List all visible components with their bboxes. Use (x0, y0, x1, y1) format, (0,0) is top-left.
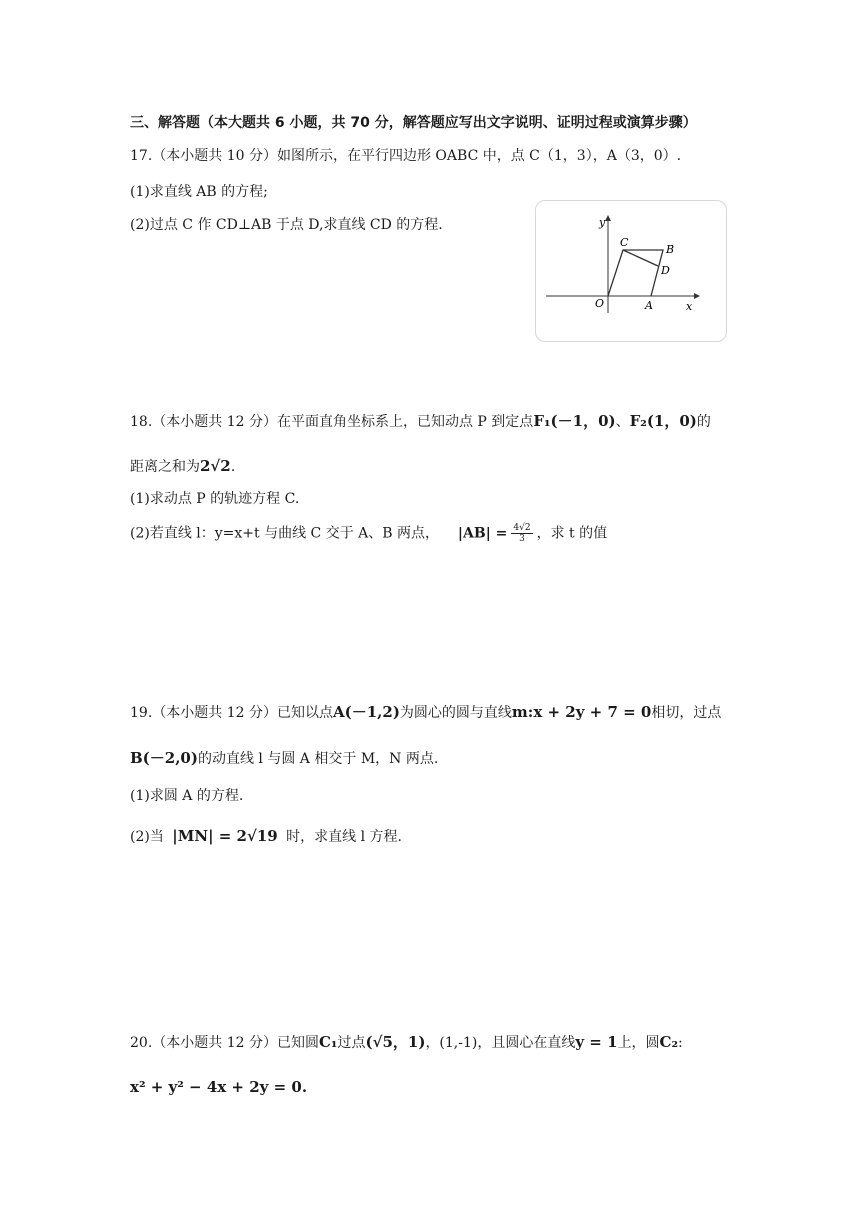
q20-point: (√5，1) (365, 1033, 426, 1051)
q18-line2-text-b: . (230, 459, 236, 475)
label-A: A (645, 299, 653, 312)
label-D: D (661, 264, 670, 277)
q20-stem-text-c: ，(1,-1)，且圆心在直线 (425, 1035, 576, 1051)
q18-part2-text-b: ，求 t 的值 (536, 525, 608, 542)
q20-stem-text-d: 上，圆 (617, 1035, 660, 1051)
q20-stem-text-b: 过点 (337, 1035, 366, 1051)
q20-stem (130, 1032, 683, 1053)
q19-line2 (130, 748, 438, 769)
q18-f2: F₂(1，0) (629, 412, 697, 430)
q20-equation: x² + y² − 4x + 2y = 0. (130, 1078, 308, 1096)
parallelogram-diagram (536, 201, 726, 341)
fraction-denominator: 3 (519, 534, 525, 544)
q19-part2-math: |MN| = 2√19 (172, 827, 278, 845)
q18-f1: F₁(－1，0) (533, 412, 616, 430)
label-C: C (620, 236, 629, 249)
q19-point-B: B(－2,0) (130, 749, 198, 767)
q19-part1: (1)求圆 A 的方程. (130, 788, 244, 804)
q17-part2: (2)过点 C 作 CD⊥AB 于点 D,求直线 CD 的方程. (130, 217, 443, 233)
q18-sep: 、 (615, 414, 630, 430)
q20-line2 (130, 1077, 307, 1098)
q19-line2-text: 的动直线 l 与圆 A 相交于 M，N 两点. (197, 751, 439, 767)
q19-part2 (130, 826, 402, 847)
q19-part2-text-b: 时，求直线 l 方程. (286, 829, 402, 845)
section-header: 三、解答题（本大题共 6 小题，共 70 分，解答题应写出文字说明、证明过程或演算步骤） (130, 115, 697, 131)
q19-stem-text-a: 19.（本小题共 12 分）已知以点 (130, 705, 333, 721)
label-O: O (595, 297, 605, 310)
q17-part1: (1)求直线 AB 的方程; (130, 184, 268, 200)
label-B: B (666, 243, 675, 256)
q19-stem (130, 702, 721, 723)
q19-stem-text-c: 相切，过点 (651, 705, 722, 721)
q19-stem-text-b: 为圆心的圆与直线 (399, 705, 512, 721)
q18-part2-fraction (511, 523, 532, 544)
q18-line2 (130, 456, 235, 477)
q19-line-m: m:x + 2y + 7 = 0 (511, 703, 652, 721)
q18-stem-text-b: 的 (696, 414, 711, 430)
fraction-numerator: 4√2 (513, 523, 531, 533)
q18-part1: (1)求动点 P 的轨迹方程 C. (130, 491, 300, 507)
q20-stem-text-e: : (678, 1035, 683, 1051)
q19-point-A: A(－1,2) (332, 703, 400, 721)
q18-stem (130, 411, 711, 432)
q18-line2-math: 2√2 (200, 457, 231, 475)
label-x: x (686, 300, 693, 313)
q18-part2-math: |AB| = (457, 525, 508, 542)
q19-part2-text-a: (2)当 (130, 829, 164, 845)
q18-part2-text-a: (2)若直线 l：y=x+t 与曲线 C 交于 A、B 两点， (130, 525, 440, 542)
q20-stem-text-a: 20.（本小题共 12 分）已知圆 (130, 1035, 319, 1051)
q18-stem-text-a: 18.（本小题共 12 分）在平面直角坐标系上，已知动点 P 到定点 (130, 414, 534, 430)
q20-circle-c1: C₁ (318, 1033, 338, 1051)
q18-part2 (130, 523, 607, 544)
q17-stem: 17.（本小题共 10 分）如图所示，在平行四边形 OABC 中，点 C（1，3），A（3，0）. (130, 148, 682, 164)
parallelogram-figure (535, 200, 727, 342)
q20-line-y: y = 1 (575, 1033, 618, 1051)
q18-line2-text-a: 距离之和为 (130, 459, 200, 475)
q20-circle-c2: C₂ (659, 1033, 679, 1051)
label-y: y (599, 216, 606, 229)
